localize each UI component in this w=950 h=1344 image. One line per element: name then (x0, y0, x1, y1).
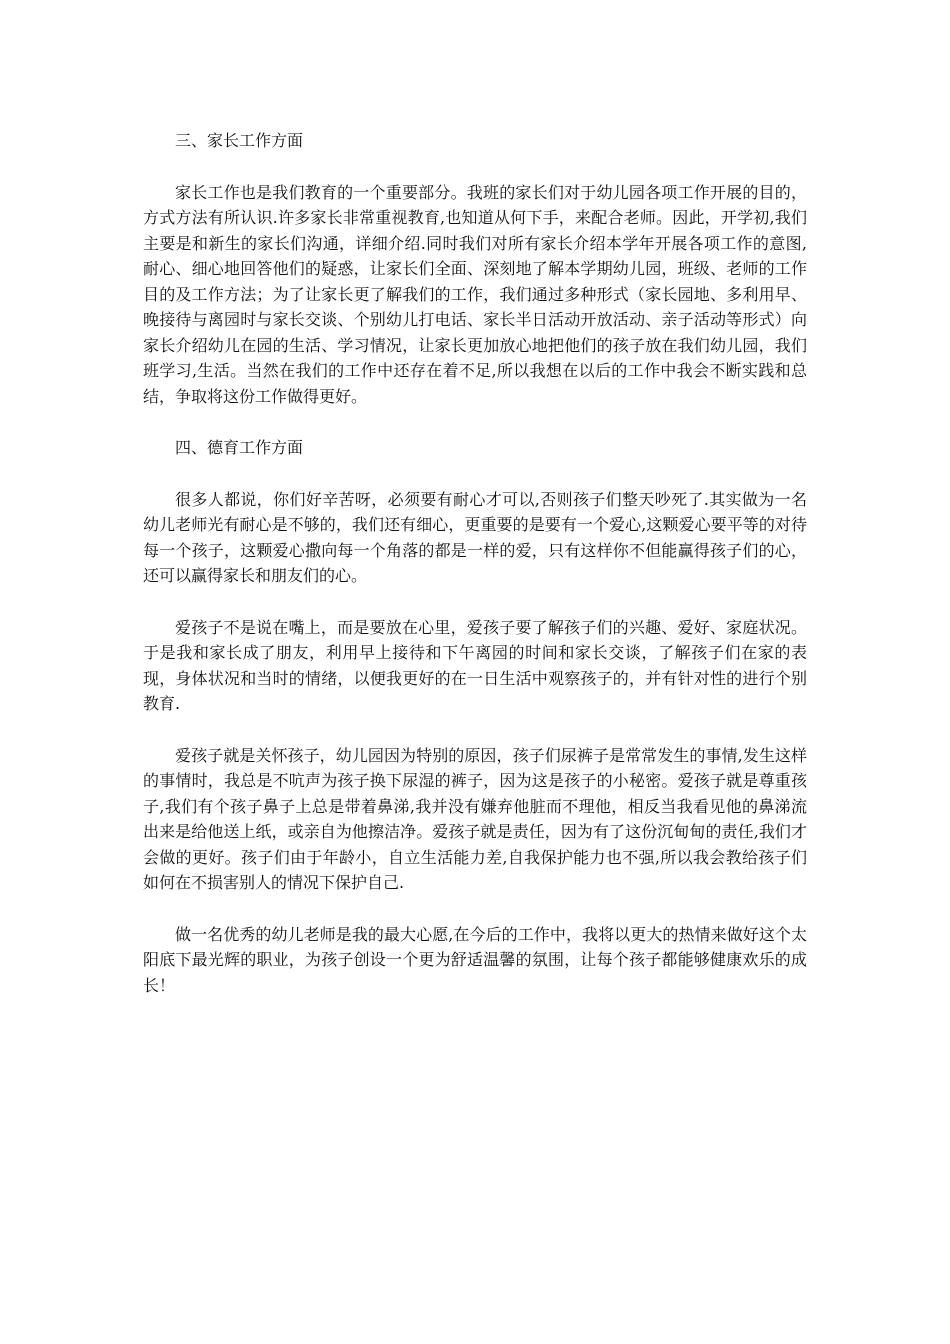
paragraph-patience-love: 很多人都说，你们好辛苦呀，必须要有耐心才可以,否则孩子们整天吵死了.其实做为一名幼儿老师光有耐心是不够的，我们还有细心，更重要的是要有一个爱心,这颗爱心要平等的对待每一个孩子，这颗爱心撒向每一个角落的都是一样的爱，只有这样你不但能赢得孩子们的心，还可以赢得家长和朋友们的心。 (143, 489, 807, 585)
section-heading-parent-work: 三、家长工作方面 (175, 131, 304, 150)
section-heading-moral-education: 四、德育工作方面 (175, 438, 304, 457)
paragraph-wish: 做一名优秀的幼儿老师是我的最大心愿,在今后的工作中，我将以更大的热情来做好这个太阳底下最光辉的职业，为孩子创设一个更为舒适温馨的氛围，让每个孩子都能够健康欢乐的成长！ (143, 924, 807, 995)
paragraph-care-respect: 爱孩子就是关怀孩子，幼儿园因为特别的原因，孩子们尿裤子是常常发生的事情,发生这样的事情时，我总是不吭声为孩子换下尿湿的裤子，因为这是孩子的小秘密。爱孩子就是尊重孩子,我们有个孩子鼻子上总是带着鼻涕,我并没有嫌弃他脏而不理他，相反当我看见他的鼻涕流出来是给他送上纸，或亲自为他擦洁净。爱孩子就是责任，因为有了这份沉甸甸的责任,我们才会做的更好。孩子们由于年龄小，自立生活能力差,自我保护能力也不强,所以我会教给孩子们如何在不损害别人的情况下保护自己. (143, 745, 807, 892)
paragraph-parent-work: 家长工作也是我们教育的一个重要部分。我班的家长们对于幼儿园各项工作开展的目的，方式方法有所认识.许多家长非常重视教育,也知道从何下手，来配合老师。因此，开学初,我们主要是和新生的家长们沟通，详细介绍.同时我们对所有家长介绍本学年开展各项工作的意图,耐心、细心地回答他们的疑惑，让家长们全面、深刻地了解本学期幼儿园，班级、老师的工作目的及工作方法；为了让家长更了解我们的工作，我们通过多种形式（家长园地、多利用早、晚接待与离园时与家长交谈、个别幼儿打电话、家长半日活动开放活动、亲子活动等形式）向家长介绍幼儿在园的生活、学习情况，让家长更加放心地把他们的孩子放在我们幼儿园，我们班学习,生活。当然在我们的工作中还存在着不足,所以我想在以后的工作中我会不断实践和总结，争取将这份工作做得更好。 (143, 182, 807, 406)
document-page (143, 128, 807, 1024)
paragraph-understand-children: 爱孩子不是说在嘴上，而是要放在心里，爱孩子要了解孩子们的兴趣、爱好、家庭状况。于是我和家长成了朋友，利用早上接待和下午离园的时间和家长交谈，了解孩子们在家的表现，身体状况和当时的情绪，以便我更好的在一日生活中观察孩子的，并有针对性的进行个别教育. (143, 617, 807, 713)
